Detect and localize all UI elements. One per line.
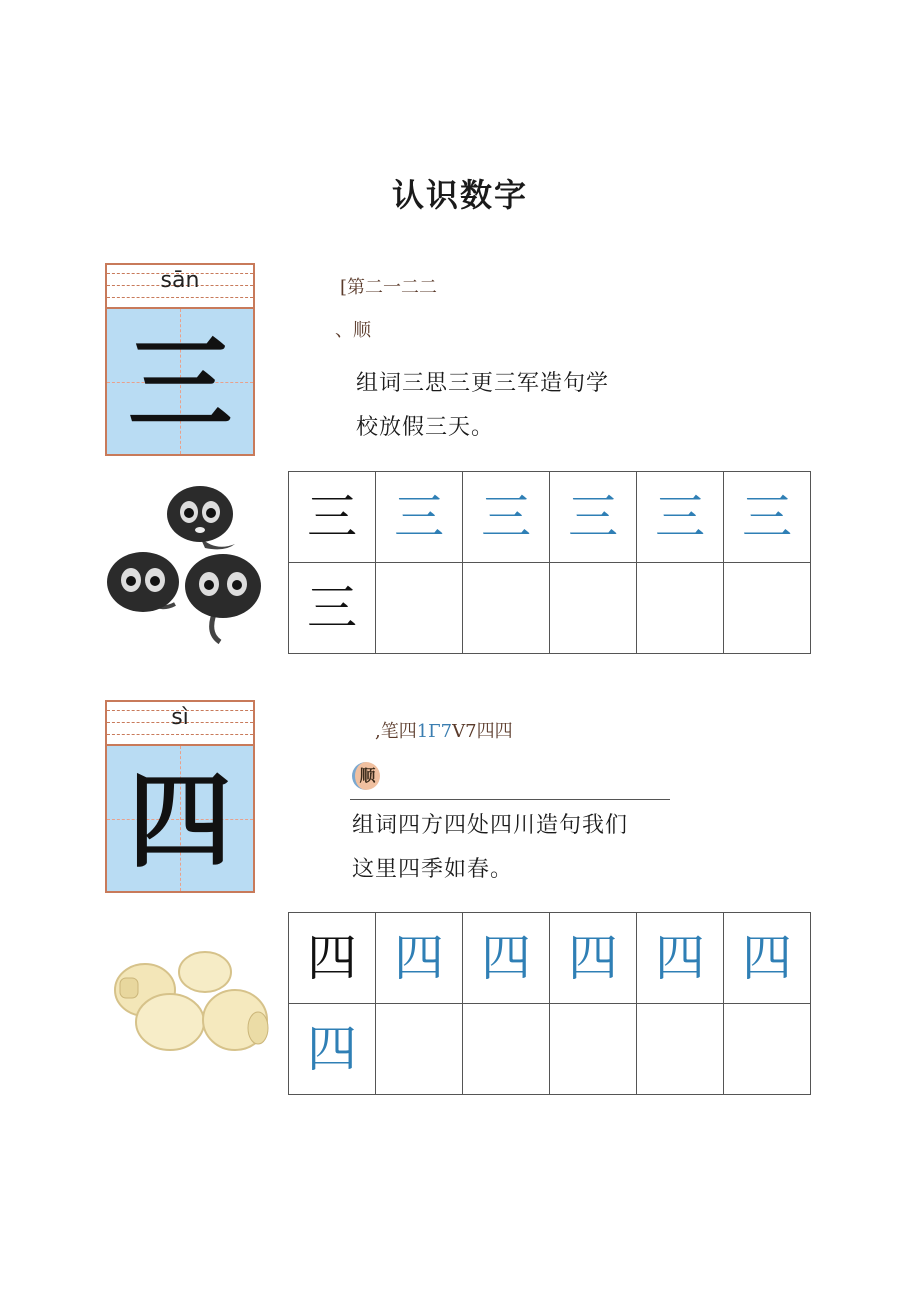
grid-row: [289, 913, 811, 1004]
grid-cell-trace[interactable]: 四: [637, 913, 724, 1004]
grid-cell-empty[interactable]: [724, 563, 811, 654]
mushrooms-illustration: [110, 950, 275, 1060]
mushroom-icon: [136, 994, 204, 1050]
big-character: 三: [127, 323, 232, 445]
grid-cell-trace[interactable]: 四: [289, 1004, 376, 1095]
practice-grid-san: [288, 471, 811, 654]
character-card-si: [105, 700, 255, 893]
grid-cell-trace[interactable]: 三: [550, 472, 637, 563]
stroke-order-text: [375, 717, 513, 743]
page-title: 认识数字: [391, 176, 528, 214]
character-card-san: [105, 263, 255, 456]
grid-cell-trace[interactable]: 四: [376, 913, 463, 1004]
grid-cell-empty[interactable]: [550, 563, 637, 654]
mushroom-icon: [203, 990, 268, 1050]
character-box: [107, 307, 253, 454]
pinyin-lines: [107, 265, 253, 307]
stroke-strokes: 1Γ7: [416, 721, 453, 742]
grid-cell-trace[interactable]: 四: [724, 913, 811, 1004]
grid-cell-empty[interactable]: [463, 1004, 550, 1095]
grid-cell-empty[interactable]: [724, 1004, 811, 1095]
grid-cell-empty[interactable]: [637, 563, 724, 654]
grid-cell-trace[interactable]: 三: [637, 472, 724, 563]
grid-cell-trace[interactable]: 四: [550, 913, 637, 1004]
grid-cell-model: 四: [289, 913, 376, 1004]
grid-row: [289, 563, 811, 654]
mushroom-icon: [179, 952, 231, 992]
grid-cell-empty[interactable]: [463, 563, 550, 654]
tadpole-icon: [107, 552, 179, 612]
grid-cell-trace[interactable]: 四: [463, 913, 550, 1004]
grid-cell-empty[interactable]: [376, 1004, 463, 1095]
grid-cell-trace[interactable]: 三: [463, 472, 550, 563]
stroke-prefix: ,笔四: [375, 721, 417, 742]
grid-cell-empty[interactable]: [550, 1004, 637, 1095]
sentence-line: 校放假三天。: [356, 415, 495, 440]
pinyin: sān: [160, 268, 200, 293]
grid-cell-model: 三: [289, 563, 376, 654]
grid-cell-trace[interactable]: 三: [376, 472, 463, 563]
stroke-order-text: [第二一二二: [340, 277, 438, 298]
grid-cell-empty[interactable]: [376, 563, 463, 654]
order-label: 、顺: [335, 320, 371, 341]
pinyin: sì: [171, 705, 189, 730]
character-box: [107, 744, 253, 891]
tadpoles-illustration: [105, 482, 270, 647]
big-character: 四: [127, 760, 232, 882]
sentence-line: 这里四季如春。: [352, 857, 514, 882]
grid-row: [289, 472, 811, 563]
order-badge: 顺: [352, 762, 380, 790]
grid-cell-model: 三: [289, 472, 376, 563]
pinyin-lines: [107, 702, 253, 744]
tadpole-icon: [185, 554, 261, 642]
grid-row: [289, 1004, 811, 1095]
word-line: 组词四方四处四川造句我们: [352, 813, 629, 838]
tadpole-icon: [167, 486, 235, 549]
word-line: 组词三思三更三军造句学: [356, 371, 610, 396]
grid-cell-empty[interactable]: [637, 1004, 724, 1095]
stroke-suffix: V7四四: [452, 721, 513, 742]
grid-cell-trace[interactable]: 三: [724, 472, 811, 563]
divider-line: [350, 799, 670, 800]
practice-grid-si: [288, 912, 811, 1095]
